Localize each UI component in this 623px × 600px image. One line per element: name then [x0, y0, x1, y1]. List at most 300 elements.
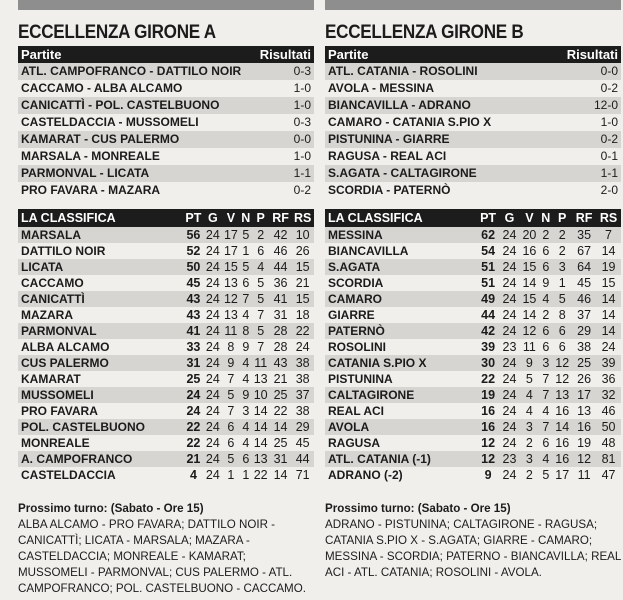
stat-cell: 12	[572, 451, 596, 467]
stat-cell: 4	[519, 387, 539, 403]
table-row	[18, 371, 314, 387]
stat-cell: 24	[500, 259, 520, 275]
table-row	[18, 387, 314, 403]
team-name: MAZARA	[21, 308, 73, 322]
stat-cell: 20	[519, 227, 539, 243]
stat-cell: 19	[477, 387, 500, 403]
stat-cell: 4	[539, 291, 552, 307]
stat-cell: 25	[572, 355, 596, 371]
stat-cell: 11	[522, 340, 536, 354]
stat-cell: 24	[205, 276, 220, 290]
stat-cell: 24	[502, 308, 517, 322]
stat-cell: 25	[270, 387, 292, 403]
stat-cell: 13	[223, 276, 238, 290]
stat-cell: 38	[291, 355, 314, 371]
partite-label: Partite	[328, 47, 369, 62]
team-name: MESSINA	[325, 227, 477, 243]
stat-cell: 1	[558, 276, 566, 290]
top-bar	[325, 0, 621, 10]
stat-cell: 23	[502, 340, 517, 354]
stat-cell: 9	[542, 276, 550, 290]
stat-cell: 4	[252, 259, 270, 275]
stat-cell: 16	[552, 451, 572, 467]
stat-cell: 12	[477, 451, 500, 467]
stat-cell: 7	[257, 340, 265, 354]
stat-cell: 13	[552, 387, 572, 403]
stat-cell: 43	[270, 355, 292, 371]
standings-table	[18, 209, 314, 483]
stat-cell: 26	[295, 244, 310, 258]
stat-cell: 3	[519, 451, 539, 467]
stat-cell: 14	[596, 323, 621, 339]
stat-cell: 15	[601, 276, 616, 290]
stat-cell: 38	[295, 404, 310, 418]
risultati-label: Risultati	[259, 47, 311, 62]
stat-cell: 24	[205, 340, 220, 354]
match-teams: RAGUSA - REAL ACI	[328, 149, 447, 163]
table-row	[18, 355, 314, 371]
stat-cell: 3	[519, 419, 539, 435]
stat-cell: 16	[477, 419, 500, 435]
stat-cell: 1	[242, 244, 250, 258]
team-name: BIANCAVILLA	[328, 244, 409, 258]
team-name: CUS PALERMO	[18, 355, 183, 371]
standings-title: LA CLASSIFICA	[325, 209, 477, 227]
table-row	[18, 227, 314, 243]
match-result: 0-2	[600, 132, 618, 146]
team-name: MARSALA	[18, 227, 183, 243]
stat-cell: 2	[252, 227, 270, 243]
stat-cell: 2	[552, 227, 572, 243]
stat-cell: 9	[484, 468, 492, 482]
stat-cell: 24	[205, 244, 220, 258]
stat-cell: 46	[572, 291, 596, 307]
stat-cell: 7	[539, 387, 552, 403]
match-teams: ATL. CAMPOFRANCO - DATTILO NOIR	[21, 64, 242, 78]
girone-b-title: ECCELLENZA GIRONE B	[325, 22, 524, 43]
team-name: MUSSOMELI	[18, 387, 183, 403]
stat-cell: 5	[222, 451, 240, 467]
stat-cell: 24	[204, 323, 222, 339]
stat-cell: 7	[227, 372, 235, 386]
stat-cell: 25	[186, 372, 201, 386]
next-round-label: Prossimo turno:	[325, 502, 415, 515]
standings-col-header: G	[204, 209, 222, 227]
stat-cell: 6	[257, 244, 265, 258]
stat-cell: 44	[481, 308, 496, 322]
stat-cell: 46	[601, 404, 616, 418]
match-teams: BIANCAVILLA - ADRANO	[328, 98, 471, 112]
stat-cell: 28	[273, 340, 288, 354]
stat-cell: 15	[519, 291, 539, 307]
table-row	[18, 467, 314, 483]
top-bar	[18, 0, 314, 10]
stat-cell: 6	[542, 244, 550, 258]
stat-cell: 45	[577, 276, 592, 290]
stat-cell: 24	[204, 355, 222, 371]
stat-cell: 5	[240, 259, 252, 275]
stat-cell: 14	[601, 244, 616, 258]
standings-col-header: N	[241, 211, 251, 225]
team-name: S.AGATA	[325, 259, 477, 275]
team-name: KAMARAT	[21, 372, 81, 386]
stat-cell: 12	[555, 372, 570, 386]
stat-cell: 38	[577, 340, 592, 354]
table-row	[18, 275, 314, 291]
stat-cell: 19	[596, 259, 621, 275]
stat-cell: 35	[572, 227, 596, 243]
next-round	[18, 501, 314, 597]
table-row	[18, 307, 314, 323]
stat-cell: 81	[596, 451, 621, 467]
team-name: RAGUSA	[328, 436, 381, 450]
stat-cell: 7	[257, 308, 265, 322]
next-round-when: (Sabato - Ore 15)	[110, 502, 204, 515]
results-list	[18, 63, 314, 199]
stat-cell: 54	[481, 244, 496, 258]
stat-cell: 5	[252, 291, 270, 307]
stat-cell: 24	[500, 419, 520, 435]
standings-header-row	[18, 209, 314, 227]
girone-a-title: ECCELLENZA GIRONE A	[18, 22, 216, 43]
team-name: REAL ACI	[328, 404, 385, 418]
team-name: CANICATTÌ	[18, 291, 183, 307]
stat-cell: 2	[525, 468, 533, 482]
stat-cell: 24	[204, 227, 222, 243]
stat-cell: 6	[222, 419, 240, 435]
stat-cell: 24	[502, 468, 517, 482]
stat-cell: 29	[291, 419, 314, 435]
stat-cell: 7	[542, 372, 550, 386]
stat-cell: 31	[273, 308, 288, 322]
stat-cell: 14	[253, 404, 268, 418]
match-row	[18, 114, 314, 131]
next-round-when: (Sabato - Ore 15)	[417, 502, 511, 515]
stat-cell: 24	[502, 404, 517, 418]
match-result: 0-0	[293, 132, 311, 146]
stat-cell: 17	[222, 227, 240, 243]
match-row	[325, 97, 621, 114]
table-row	[325, 243, 621, 259]
stat-cell: 24	[500, 291, 520, 307]
stat-cell: 50	[596, 419, 621, 435]
stat-cell: 26	[577, 372, 592, 386]
stat-cell: 9	[240, 387, 252, 403]
stat-cell: 13	[253, 372, 268, 386]
stat-cell: 16	[572, 419, 596, 435]
stat-cell: 13	[252, 451, 270, 467]
stat-cell: 4	[525, 404, 533, 418]
stat-cell: 24	[502, 276, 517, 290]
stat-cell: 67	[577, 244, 592, 258]
match-result: 1-1	[293, 166, 311, 180]
stat-cell: 24	[205, 404, 220, 418]
match-result: 0-3	[293, 64, 311, 78]
stat-cell: 24	[500, 355, 520, 371]
stat-cell: 1	[227, 468, 235, 482]
stat-cell: 4	[542, 404, 550, 418]
stat-cell: 2	[542, 308, 550, 322]
stat-cell: 18	[295, 308, 310, 322]
stat-cell: 24	[500, 323, 520, 339]
match-result: 12-0	[593, 98, 618, 112]
stat-cell: 25	[273, 436, 288, 450]
stat-cell: 5	[252, 323, 270, 339]
stat-cell: 38	[295, 372, 310, 386]
stat-cell: 6	[542, 340, 550, 354]
stat-cell: 30	[477, 355, 500, 371]
table-row	[325, 275, 621, 291]
stat-cell: 24	[295, 340, 310, 354]
team-name: PISTUNINA	[328, 372, 393, 386]
stat-cell: 24	[204, 451, 222, 467]
stat-cell: 5	[552, 291, 572, 307]
stat-cell: 43	[186, 308, 201, 322]
table-row	[325, 323, 621, 339]
team-name: LICATA	[18, 259, 183, 275]
stat-cell: 48	[601, 436, 616, 450]
table-row	[18, 323, 314, 339]
table-row	[325, 467, 621, 483]
table-row	[18, 243, 314, 259]
stat-cell: 49	[477, 291, 500, 307]
match-teams: PISTUNINA - GIARRE	[328, 132, 450, 146]
standings-col-header: RS	[596, 209, 621, 227]
next-round	[325, 501, 621, 581]
stat-cell: 17	[572, 387, 596, 403]
stat-cell: 24	[186, 404, 201, 418]
table-row	[325, 419, 621, 435]
stat-cell: 2	[558, 244, 566, 258]
team-name: A. CAMPOFRANCO	[18, 451, 183, 467]
match-result: 0-1	[600, 149, 618, 163]
table-row	[18, 435, 314, 451]
standings-col-header: PT	[183, 209, 204, 227]
match-row	[325, 80, 621, 97]
match-row	[325, 114, 621, 131]
stat-cell: 6	[539, 259, 552, 275]
standings-col-header: P	[252, 209, 270, 227]
stat-cell: 36	[273, 276, 288, 290]
stat-cell: 3	[552, 259, 572, 275]
stat-cell: 4	[240, 419, 252, 435]
results-header	[325, 46, 621, 63]
table-row	[18, 291, 314, 307]
stat-cell: 5	[257, 276, 265, 290]
match-row	[18, 148, 314, 165]
stat-cell: 12	[552, 355, 572, 371]
next-round-matches: ALBA ALCAMO - PRO FAVARA; DATTILO NOIR - CANICATTÌ; LICATA - MARSALA; MAZARA - CASTELDACCIA; MONREALE - KAMARAT; MUSSOMELI - PARMONVAL; CUS PALERMO - ATL. CAMPOFRANCO; POL. CASTELBUONO - CACCAMO.	[18, 518, 306, 595]
table-row	[325, 355, 621, 371]
stat-cell: 14	[522, 308, 537, 322]
stat-cell: 14	[252, 419, 270, 435]
match-result: 0-2	[293, 183, 311, 197]
match-teams: PARMONVAL - LICATA	[21, 166, 150, 180]
stat-cell: 3	[539, 355, 552, 371]
match-row	[325, 182, 621, 199]
stat-cell: 12	[222, 291, 240, 307]
stat-cell: 14	[596, 291, 621, 307]
stat-cell: 11	[252, 355, 270, 371]
girone-b-column	[325, 0, 621, 581]
match-teams: CACCAMO - ALBA ALCAMO	[21, 81, 183, 95]
match-teams: SCORDIA - PATERNÒ	[328, 183, 451, 197]
table-row	[325, 403, 621, 419]
stat-cell: 42	[477, 323, 500, 339]
stat-cell: 13	[577, 404, 592, 418]
stat-cell: 16	[555, 404, 570, 418]
table-row	[18, 403, 314, 419]
standings-col-header: RS	[291, 209, 314, 227]
match-teams: CAMARO - CATANIA S.PIO X	[328, 115, 492, 129]
stat-cell: 5	[525, 372, 533, 386]
stat-cell: 24	[183, 387, 204, 403]
match-teams: CASTELDACCIA - MUSSOMELI	[21, 115, 199, 129]
stat-cell: 64	[572, 259, 596, 275]
stat-cell: 45	[295, 436, 310, 450]
stat-cell: 7	[227, 404, 235, 418]
stat-cell: 39	[481, 340, 496, 354]
stat-cell: 51	[481, 276, 496, 290]
stat-cell: 10	[291, 227, 314, 243]
stat-cell: 7	[596, 227, 621, 243]
stat-cell: 9	[242, 340, 250, 354]
match-teams: CANICATTÌ - POL. CASTELBUONO	[21, 98, 220, 112]
stat-cell: 22	[273, 404, 288, 418]
match-result: 1-0	[293, 98, 311, 112]
stat-cell: 28	[270, 323, 292, 339]
stat-cell: 8	[558, 308, 566, 322]
stat-cell: 4	[242, 372, 250, 386]
results-header	[18, 46, 314, 63]
stat-cell: 24	[502, 244, 517, 258]
stat-cell: 24	[205, 468, 220, 482]
standings-table	[325, 209, 621, 483]
standings-header-row	[325, 209, 621, 227]
standings-col-header: PT	[477, 209, 500, 227]
team-name: PARMONVAL	[18, 323, 183, 339]
team-name: DATTILO NOIR	[21, 244, 106, 258]
stat-cell: 12	[519, 323, 539, 339]
stat-cell: 6	[539, 323, 552, 339]
stat-cell: 22	[253, 468, 268, 482]
match-row	[18, 131, 314, 148]
stat-cell: 4	[242, 308, 250, 322]
stat-cell: 14	[273, 468, 288, 482]
stat-cell: 7	[240, 291, 252, 307]
stat-cell: 15	[519, 259, 539, 275]
stat-cell: 33	[186, 340, 201, 354]
girone-a-column	[18, 0, 314, 597]
stat-cell: 6	[242, 276, 250, 290]
stat-cell: 3	[242, 404, 250, 418]
stat-cell: 22	[291, 323, 314, 339]
stat-cell: 24	[601, 340, 616, 354]
stat-cell: 47	[601, 468, 616, 482]
stat-cell: 41	[270, 291, 292, 307]
match-teams: S.AGATA - CALTAGIRONE	[328, 166, 477, 180]
stat-cell: 29	[572, 323, 596, 339]
standings-col-header: V	[222, 209, 240, 227]
table-row	[18, 339, 314, 355]
team-name: ATL. CATANIA (-1)	[325, 451, 477, 467]
stat-cell: 24	[500, 227, 520, 243]
stat-cell: 44	[270, 259, 292, 275]
table-row	[325, 339, 621, 355]
team-name: ALBA ALCAMO	[21, 340, 110, 354]
stat-cell: 24	[500, 387, 520, 403]
stat-cell: 17	[223, 244, 238, 258]
stat-cell: 21	[183, 451, 204, 467]
stat-cell: 19	[577, 436, 592, 450]
stat-cell: 43	[183, 291, 204, 307]
stat-cell: 41	[183, 323, 204, 339]
table-row	[18, 259, 314, 275]
match-result: 0-0	[600, 64, 618, 78]
team-name: CASTELDACCIA	[21, 468, 116, 482]
stat-cell: 14	[552, 419, 572, 435]
stat-cell: 4	[539, 451, 552, 467]
stat-cell: 52	[186, 244, 201, 258]
standings-col-header: V	[519, 209, 539, 227]
stat-cell: 24	[204, 259, 222, 275]
match-result: 1-0	[600, 115, 618, 129]
stat-cell: 1	[242, 468, 250, 482]
stat-cell: 62	[477, 227, 500, 243]
stat-cell: 15	[222, 259, 240, 275]
stat-cell: 42	[270, 227, 292, 243]
stat-cell: 14	[522, 276, 537, 290]
stat-cell: 24	[502, 372, 517, 386]
stat-cell: 31	[270, 451, 292, 467]
stat-cell: 16	[481, 404, 496, 418]
team-name: CALTAGIRONE	[325, 387, 477, 403]
team-name: GIARRE	[328, 308, 375, 322]
match-teams: ATL. CATANIA - ROSOLINI	[328, 64, 478, 78]
match-row	[325, 63, 621, 80]
match-row	[325, 131, 621, 148]
match-result: 0-3	[293, 115, 311, 129]
stat-cell: 50	[183, 259, 204, 275]
stat-cell: 24	[205, 308, 220, 322]
stat-cell: 5	[240, 227, 252, 243]
stat-cell: 6	[552, 323, 572, 339]
stat-cell: 24	[204, 291, 222, 307]
standings-col-header: N	[541, 211, 551, 225]
stat-cell: 4	[189, 468, 197, 482]
stat-cell: 16	[555, 436, 570, 450]
standings-col-header: RF	[270, 209, 292, 227]
standings-title: LA CLASSIFICA	[18, 209, 183, 227]
stat-cell: 15	[291, 259, 314, 275]
stat-cell: 39	[596, 355, 621, 371]
stat-cell: 13	[223, 308, 238, 322]
team-name: ADRANO (-2)	[328, 468, 403, 482]
stat-cell: 4	[242, 436, 250, 450]
table-row	[325, 451, 621, 467]
stat-cell: 22	[186, 436, 201, 450]
stat-cell: 6	[558, 340, 566, 354]
match-teams: AVOLA - MESSINA	[328, 81, 435, 95]
stat-cell: 23	[500, 451, 520, 467]
team-name: ROSOLINI	[328, 340, 387, 354]
table-row	[325, 371, 621, 387]
team-name: AVOLA	[325, 419, 477, 435]
stat-cell: 11	[577, 468, 591, 482]
match-teams: KAMARAT - CUS PALERMO	[21, 132, 180, 146]
stat-cell: 9	[222, 355, 240, 371]
stat-cell: 12	[481, 436, 496, 450]
